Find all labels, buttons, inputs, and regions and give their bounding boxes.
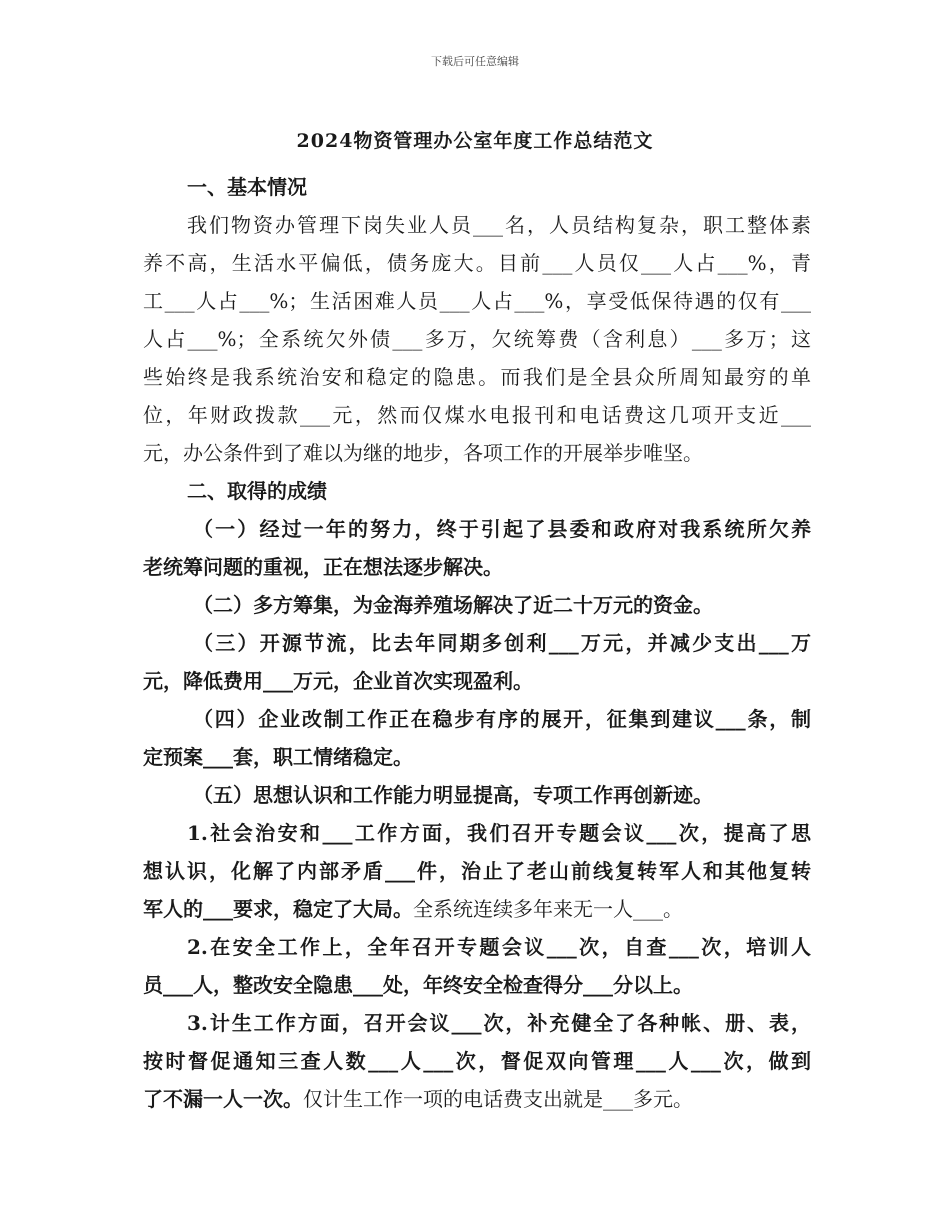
paragraph-line: （三）开源节流，比去年同期多创利___万元，并减少支出___万	[193, 631, 811, 655]
paragraph-line: 老统筹问题的重视，正在想法逐步解决。	[143, 555, 503, 579]
paragraph-line: 些始终是我系统治安和稳定的隐患。而我们是全县众所周知最穷的单	[143, 365, 811, 389]
paragraph-line: 3.计生工作方面，召开会议___次，补充健全了各种帐、册、表，	[187, 1011, 811, 1035]
section-heading: 一、基本情况	[187, 175, 307, 199]
header-note: 下载后可任意编辑	[431, 55, 519, 68]
paragraph-line-mixed	[143, 890, 811, 928]
paragraph-line: 定预案___套，职工情绪稳定。	[143, 745, 413, 769]
regular-segment: 仅计生工作一项的电话费支出就是___多元。	[303, 1087, 693, 1111]
paragraph-line: （二）多方筹集，为金海养殖场解决了近二十万元的资金。	[193, 593, 713, 617]
paragraph-line: 按时督促通知三查人数___人___次，督促双向管理___人___次，做到	[143, 1049, 811, 1073]
paragraph-line: 想认识，化解了内部矛盾___件，治止了老山前线复转军人和其他复转	[143, 859, 811, 883]
section-heading: 二、取得的成绩	[187, 479, 327, 503]
paragraph-line: （四）企业改制工作正在稳步有序的展开，征集到建议___条，制	[193, 707, 811, 731]
paragraph-line: 位，年财政拨款___元，然而仅煤水电报刊和电话费这几项开支近___	[143, 403, 811, 427]
paragraph-line: 元，降低费用___万元，企业首次实现盈利。	[143, 669, 533, 693]
paragraph-line-mixed	[143, 1080, 811, 1118]
paragraph-line: 养不高，生活水平偏低，债务庞大。目前___人员仅___人占___%，青	[143, 251, 811, 275]
paragraph-line: 2.在安全工作上，全年召开专题会议___次，自查___次，培训人	[187, 935, 811, 959]
paragraph-line: （一）经过一年的努力，终于引起了县委和政府对我系统所欠养	[193, 517, 811, 541]
paragraph-line: （五）思想认识和工作能力明显提高，专项工作再创新迹。	[193, 783, 713, 807]
paragraph-line: 1.社会治安和___工作方面，我们召开专题会议___次，提高了思	[187, 821, 811, 845]
regular-segment: 全系统连续多年来无一人___。	[413, 897, 683, 921]
paragraph-line: 人占___%；全系统欠外债___多万，欠统筹费（含利息）___多万；这	[143, 327, 811, 351]
paragraph-line: 我们物资办管理下岗失业人员___名，人员结构复杂，职工整体素	[187, 213, 811, 237]
document-title: 2024物资管理办公室年度工作总结范文	[296, 130, 654, 152]
document-body	[143, 168, 811, 1118]
bold-segment: 军人的___要求，稳定了大局。	[143, 897, 413, 921]
paragraph-line: 工___人占___%；生活困难人员___人占___%，享受低保待遇的仅有___	[143, 289, 811, 313]
paragraph-line: 员___人，整改安全隐患___处，年终安全检查得分___分以上。	[143, 973, 693, 997]
paragraph-line: 元，办公条件到了难以为继的地步，各项工作的开展举步唯坚。	[143, 441, 703, 465]
bold-segment: 了不漏一人一次。	[143, 1087, 303, 1111]
